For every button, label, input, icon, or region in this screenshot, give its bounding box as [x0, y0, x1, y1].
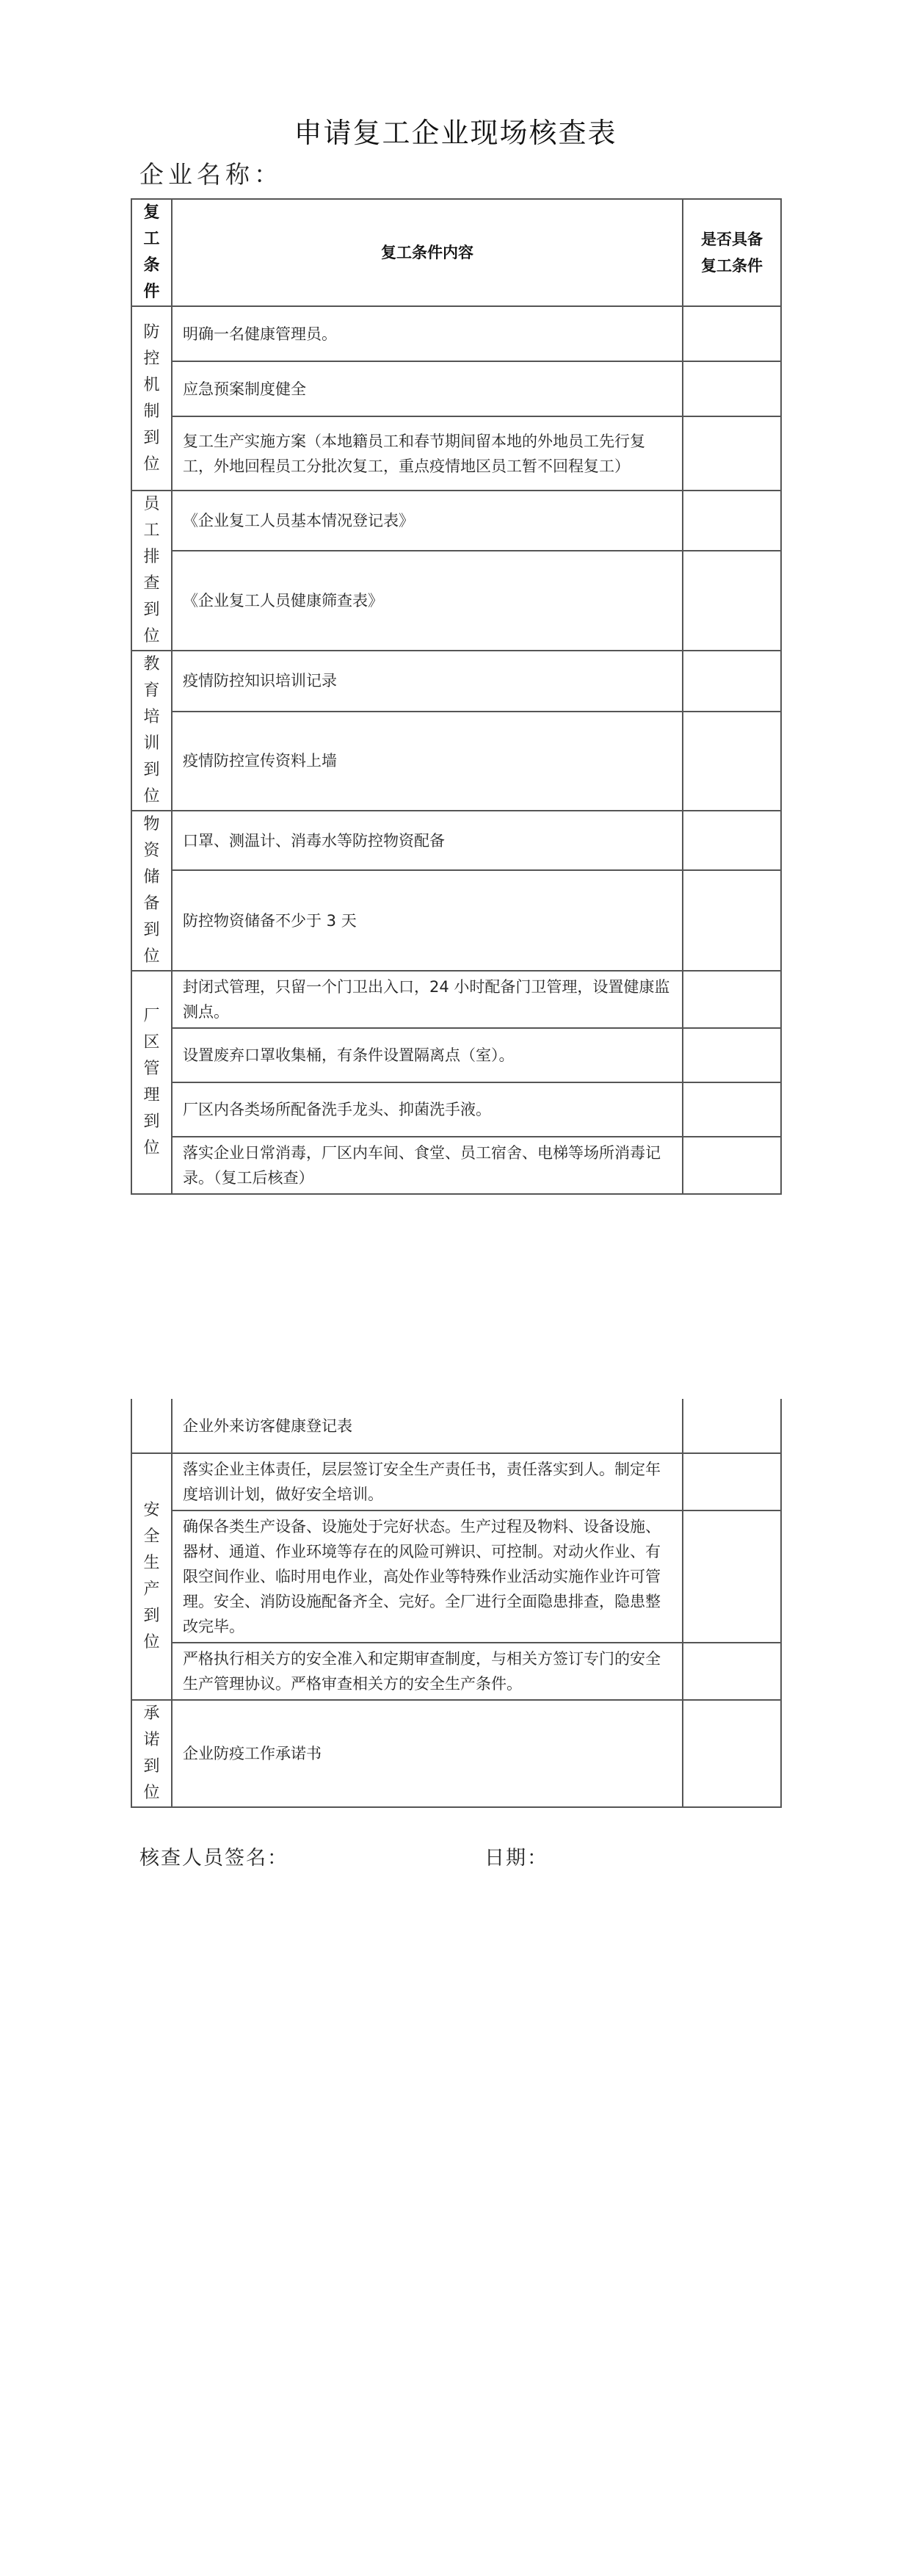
category-cell: 物资储备到位 [131, 811, 172, 971]
condition-item: 《企业复工人员基本情况登记表》 [172, 491, 683, 551]
table-row [131, 1082, 781, 1137]
company-name-label: 企业名称： [139, 160, 283, 189]
table-row [131, 416, 781, 491]
table-row [131, 1137, 781, 1194]
category-cell: 教育培训到位 [131, 651, 172, 811]
check-cell[interactable] [683, 651, 781, 712]
table-row [131, 361, 781, 416]
condition-item: 应急预案制度健全 [172, 361, 683, 416]
table-row [131, 811, 781, 870]
check-cell[interactable] [683, 306, 781, 361]
category-cell: 员工排查到位 [131, 491, 172, 651]
table-row [131, 651, 781, 712]
condition-item: 复工生产实施方案（本地籍员工和春节期间留本地的外地员工先行复工，外地回程员工分批次复工，重点疫情地区员工暂不回程复工） [172, 416, 683, 491]
check-cell[interactable] [683, 1510, 781, 1643]
category-cell-continued [131, 1399, 172, 1453]
category-cell: 厂区管理到位 [131, 971, 172, 1194]
inspector-signature-label: 核查人员签名： [139, 1847, 288, 1870]
condition-item: 明确一名健康管理员。 [172, 306, 683, 361]
check-cell[interactable] [683, 551, 781, 651]
check-cell[interactable] [683, 1399, 781, 1453]
table-row [131, 1399, 781, 1453]
condition-item: 《企业复工人员健康筛查表》 [172, 551, 683, 651]
condition-item: 设置废弃口罩收集桶，有条件设置隔离点（室）。 [172, 1028, 683, 1082]
check-cell[interactable] [683, 491, 781, 551]
table-row [131, 1453, 781, 1510]
table-header-row [131, 199, 781, 306]
category-cell: 安全生产到位 [131, 1453, 172, 1700]
condition-item: 疫情防控知识培训记录 [172, 651, 683, 712]
check-cell[interactable] [683, 416, 781, 491]
table-row [131, 306, 781, 361]
table-row [131, 870, 781, 971]
condition-item: 口罩、测温计、消毒水等防控物资配备 [172, 811, 683, 870]
header-content: 复工条件内容 [172, 199, 683, 306]
condition-item: 确保各类生产设备、设施处于完好状态。生产过程及物料、设备设施、器材、通道、作业环境等存在的风险可辨识、可控制。对动火作业、有限空间作业、临时用电作业，高处作业等特殊作业活动实施作业许可管理。安全、消防设施配备齐全、完好。全厂进行全面隐患排查，隐患整改完毕。 [172, 1510, 683, 1643]
table-row [131, 1510, 781, 1643]
page-title: 申请复工企业现场核查表 [294, 117, 617, 149]
check-cell[interactable] [683, 1643, 781, 1700]
inspection-table-page1 [131, 198, 782, 1195]
header-category: 复工条件 [131, 199, 172, 306]
category-cell: 防控机制到位 [131, 306, 172, 491]
check-cell[interactable] [683, 1700, 781, 1807]
category-cell: 承诺到位 [131, 1700, 172, 1807]
condition-item: 厂区内各类场所配备洗手龙头、抑菌洗手液。 [172, 1082, 683, 1137]
check-cell[interactable] [683, 1028, 781, 1082]
check-cell[interactable] [683, 870, 781, 971]
inspection-table-page2 [131, 1399, 782, 1808]
table-row [131, 551, 781, 651]
condition-item: 防控物资储备不少于 3 天 [172, 870, 683, 971]
check-cell[interactable] [683, 1082, 781, 1137]
table-row [131, 712, 781, 811]
check-cell[interactable] [683, 1453, 781, 1510]
check-cell[interactable] [683, 712, 781, 811]
condition-item: 落实企业主体责任，层层签订安全生产责任书，责任落实到人。制定年度培训计划，做好安全培训。 [172, 1453, 683, 1510]
condition-item: 严格执行相关方的安全准入和定期审查制度，与相关方签订专门的安全生产管理协议。严格审查相关方的安全生产条件。 [172, 1643, 683, 1700]
date-label: 日期： [484, 1847, 548, 1870]
table-row [131, 1028, 781, 1082]
table-row [131, 1700, 781, 1807]
condition-item: 落实企业日常消毒，厂区内车间、食堂、员工宿舍、电梯等场所消毒记录。（复工后核查） [172, 1137, 683, 1194]
check-cell[interactable] [683, 361, 781, 416]
check-cell[interactable] [683, 971, 781, 1028]
check-cell[interactable] [683, 811, 781, 870]
table-row [131, 491, 781, 551]
condition-item: 疫情防控宣传资料上墙 [172, 712, 683, 811]
table-row [131, 971, 781, 1028]
header-check: 是否具备复工条件 [683, 199, 781, 306]
check-cell[interactable] [683, 1137, 781, 1194]
condition-item: 封闭式管理，只留一个门卫出入口，24 小时配备门卫管理，设置健康监测点。 [172, 971, 683, 1028]
condition-item: 企业防疫工作承诺书 [172, 1700, 683, 1807]
condition-item: 企业外来访客健康登记表 [172, 1399, 683, 1453]
table-row [131, 1643, 781, 1700]
